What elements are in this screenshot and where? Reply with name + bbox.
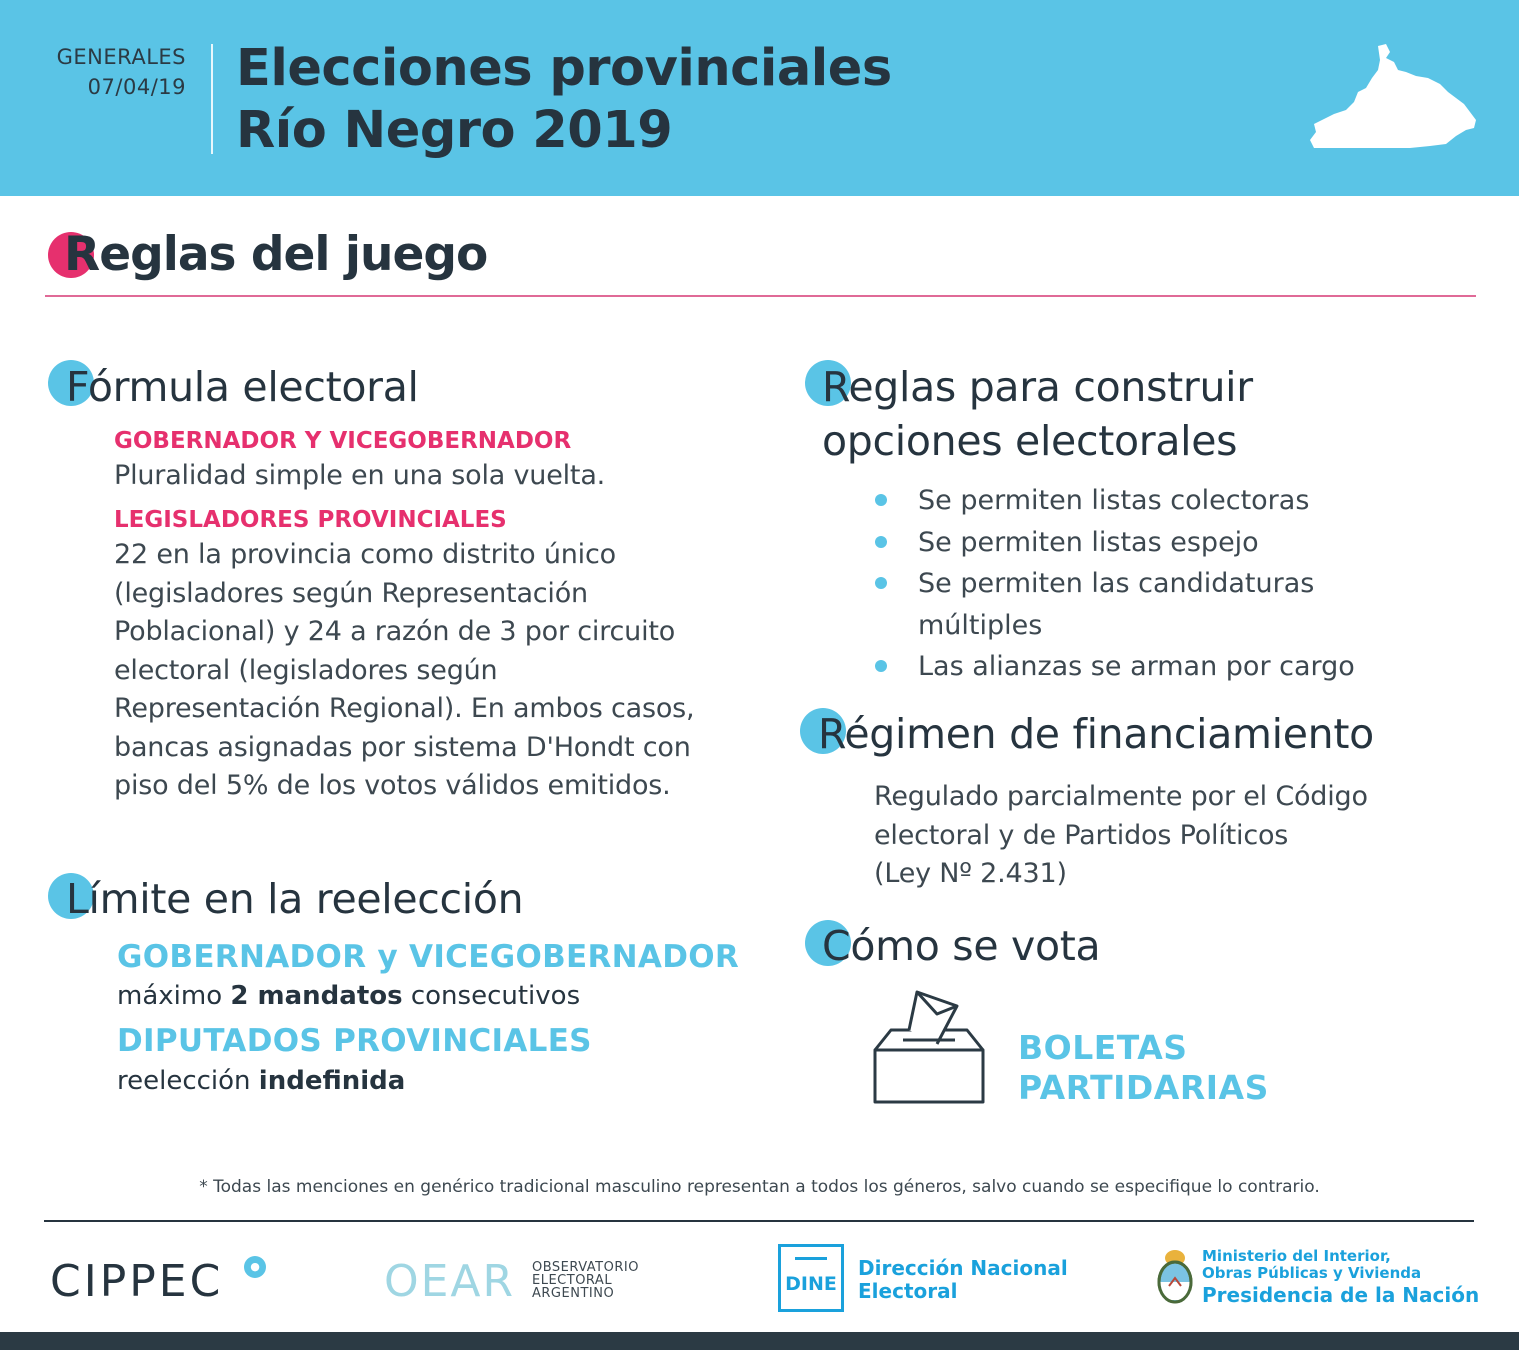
cippec-bubble-icon: ● — [244, 1256, 266, 1278]
reglas-heading — [822, 360, 1253, 468]
formula-gob-text: Pluralidad simple en una sola vuelta. — [114, 460, 606, 491]
voting-method-line1: BOLETAS — [1018, 1028, 1188, 1067]
reeleccion-dip-pre: reelección — [117, 1066, 259, 1096]
formula-leg-line: Poblacional) y 24 a razón de 3 por circuito — [114, 616, 676, 647]
dine-label-line2: Electoral — [858, 1279, 958, 1303]
list-item-text: Se permiten listas colectoras — [918, 485, 1310, 516]
header-divider — [211, 44, 213, 154]
page-title — [236, 38, 892, 162]
election-kind: GENERALES — [56, 45, 186, 69]
formula-leg-line: electoral (legisladores según — [114, 654, 498, 686]
reeleccion-gob-post: consecutivos — [402, 981, 581, 1011]
ministerio-line3: Presidencia de la Nación — [1202, 1283, 1480, 1307]
list-item-text: Se permiten las candidaturas múltiples — [918, 568, 1315, 641]
bottom-bar — [0, 1332, 1519, 1350]
page-title-line1: Elecciones provinciales — [236, 39, 892, 98]
bullet-dot-icon — [875, 494, 887, 506]
footnote: * Todas las menciones en genérico tradicional masculino representan a todos los géneros, salvo cuando se especifique lo contrario. — [199, 1177, 1320, 1197]
reeleccion-heading: Límite en la reelección — [66, 875, 524, 923]
oear-subtitle — [532, 1261, 639, 1300]
reeleccion-dip-label: DIPUTADOS PROVINCIALES — [117, 1023, 592, 1059]
election-date-block — [57, 42, 186, 102]
dine-label-line1: Dirección Nacional — [858, 1256, 1068, 1280]
dine-logo-bar — [795, 1257, 827, 1260]
formula-leg-line: (legisladores según Representación — [114, 577, 588, 609]
reeleccion-dip-bold: indefinida — [258, 1066, 406, 1096]
section-divider — [45, 295, 1476, 297]
rio-negro-map-icon — [1306, 40, 1482, 152]
formula-leg-text — [114, 536, 694, 806]
cippec-logo: CIPPEC — [50, 1256, 224, 1307]
reeleccion-gob-label: GOBERNADOR y VICEGOBERNADOR — [117, 939, 740, 975]
ministerio-label — [1202, 1248, 1479, 1308]
formula-leg-line: Representación Regional). En ambos casos, — [114, 693, 695, 724]
financiamiento-line: electoral y de Partidos Políticos — [874, 819, 1289, 851]
ballot-box-icon — [873, 982, 985, 1106]
list-item — [872, 646, 1392, 688]
list-item-text: Las alianzas se arman por cargo — [918, 651, 1355, 682]
formula-gob-label: GOBERNADOR Y VICEGOBERNADOR — [114, 428, 572, 454]
list-item — [872, 522, 1392, 564]
dine-logo — [778, 1244, 844, 1312]
formula-leg-line: piso del 5% de los votos válidos emitidos. — [114, 770, 671, 801]
formula-leg-line: bancas asignadas por sistema D'Hondt con — [114, 731, 691, 763]
ministerio-line2: Obras Públicas y Vivienda — [1202, 1264, 1422, 1282]
bullet-dot-icon — [875, 536, 887, 548]
footer-divider — [44, 1220, 1474, 1222]
reeleccion-dip-text — [117, 1064, 405, 1098]
reglas-list — [872, 480, 1392, 688]
reeleccion-gob-text — [117, 979, 580, 1013]
national-coat-of-arms-icon — [1153, 1246, 1197, 1308]
ministerio-line1: Ministerio del Interior, — [1202, 1247, 1391, 1265]
election-date: 07/04/19 — [87, 75, 186, 99]
financiamiento-heading: Régimen de financiamiento — [818, 710, 1374, 758]
oear-subtitle-line: OBSERVATORIO — [532, 1260, 639, 1275]
formula-leg-label: LEGISLADORES PROVINCIALES — [114, 507, 507, 533]
oear-subtitle-line: ELECTORAL — [532, 1273, 613, 1288]
financiamiento-line: (Ley Nº 2.431) — [874, 858, 1067, 889]
financiamiento-line: Regulado parcialmente por el Código — [874, 781, 1368, 812]
reglas-heading-line2: opciones electorales — [822, 417, 1238, 465]
page-title-line2: Río Negro 2019 — [236, 101, 673, 160]
formula-leg-line: 22 en la provincia como distrito único — [114, 539, 616, 570]
list-item — [872, 563, 1342, 646]
voting-method-line2: PARTIDARIAS — [1018, 1068, 1269, 1107]
formula-heading: Fórmula electoral — [66, 363, 419, 411]
reeleccion-gob-pre: máximo — [117, 981, 231, 1011]
bullet-dot-icon — [875, 660, 887, 672]
dine-logo-text: DINE — [785, 1273, 837, 1295]
oear-subtitle-line: ARGENTINO — [532, 1286, 615, 1301]
oear-logo: OEAR — [384, 1256, 516, 1307]
reglas-heading-line1: Reglas para construir — [822, 363, 1253, 411]
header-banner — [0, 0, 1519, 196]
voting-method-label — [1018, 1028, 1269, 1108]
dine-label — [858, 1257, 1068, 1303]
financiamiento-text — [874, 778, 1368, 894]
bullet-dot-icon — [875, 577, 887, 589]
como-se-vota-heading: Cómo se vota — [822, 922, 1101, 970]
list-item-text: Se permiten listas espejo — [918, 526, 1259, 558]
section-title: Reglas del juego — [64, 227, 488, 282]
reeleccion-gob-bold: 2 mandatos — [230, 981, 403, 1011]
list-item — [872, 480, 1392, 522]
